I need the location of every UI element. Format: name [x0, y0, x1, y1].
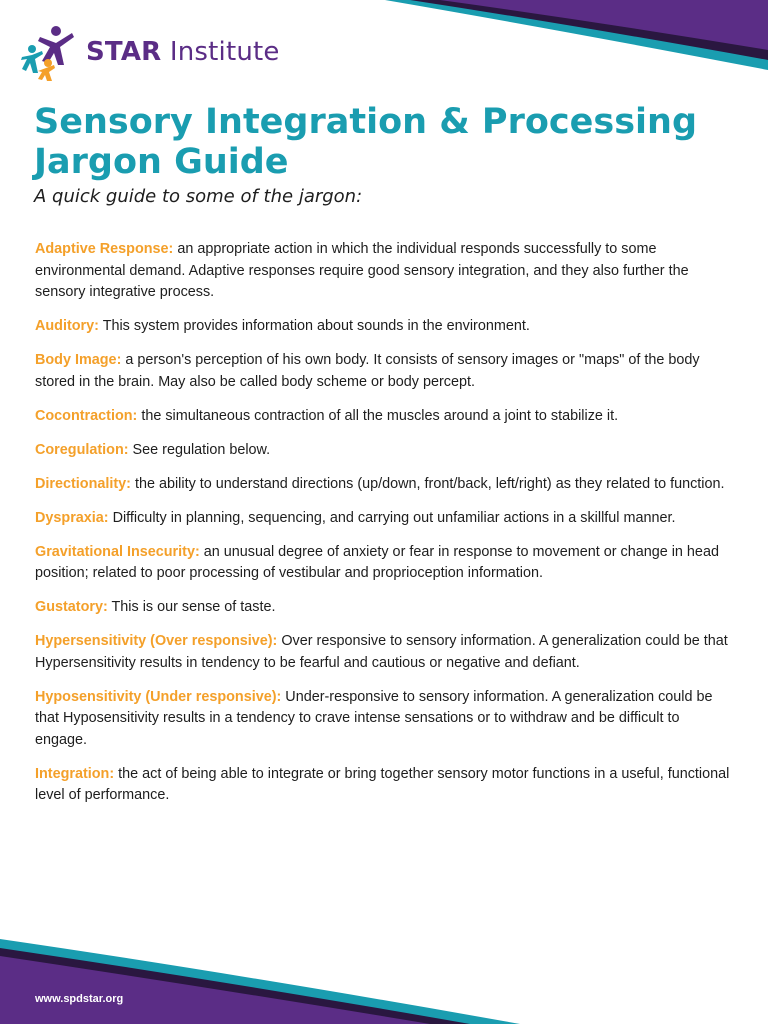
- glossary-term: Gravitational Insecurity:: [35, 543, 200, 560]
- glossary-term: Gustatory:: [35, 599, 108, 615]
- glossary-term: Coregulation:: [35, 441, 129, 458]
- page-subtitle: A quick guide to some of the jargon:: [34, 186, 363, 207]
- glossary-definition: the ability to understand directions (up/down, front/back, left/right) as they related to function.: [130, 475, 725, 492]
- glossary-item: [35, 239, 735, 304]
- page-title: Sensory Integration & Processing Jargon Guide: [34, 102, 698, 182]
- glossary-definition: a person's perception of his own body. It consists of sensory images or "maps" of the body stored in the brain. May also be called body scheme or body percept.: [35, 352, 700, 390]
- glossary-definition: This system provides information about sounds in the environment.: [98, 318, 530, 334]
- glossary-list: [35, 239, 735, 819]
- glossary-term: Integration:: [35, 765, 115, 782]
- glossary-definition: an appropriate action in which the individual responds successfully to some environmental demand. Adaptive responses require good sensory integration, and they also further the sensory integrative process.: [35, 241, 689, 300]
- glossary-item: [35, 406, 735, 428]
- logo-name-rest: Institute: [161, 37, 280, 67]
- glossary-item: [35, 764, 735, 807]
- glossary-item: [35, 597, 735, 619]
- star-institute-logo[interactable]: [20, 22, 280, 82]
- glossary-item: [35, 316, 735, 338]
- glossary-definition: an unusual degree of anxiety or fear in response to movement or change in head position; related to poor processing of vestibular and proprioception information.: [35, 543, 719, 581]
- glossary-item: [35, 687, 735, 752]
- glossary-item: [35, 508, 735, 530]
- glossary-term: Hypersensitivity (Over responsive):: [35, 633, 278, 649]
- glossary-term: Adaptive Response:: [35, 241, 174, 257]
- logo-name-bold: STAR: [86, 37, 162, 67]
- glossary-term: Directionality:: [35, 475, 131, 492]
- glossary-definition: Difficulty in planning, sequencing, and carrying out unfamiliar actions in a skillful manner.: [108, 509, 676, 526]
- glossary-item: [35, 474, 735, 496]
- glossary-term: Auditory:: [35, 318, 99, 334]
- glossary-item: [35, 542, 735, 585]
- glossary-term: Cocontraction:: [35, 407, 138, 424]
- bottom-swoosh-decoration: [0, 934, 768, 1024]
- glossary-definition: the act of being able to integrate or bring together sensory motor functions in a useful, functional level of performance.: [35, 765, 730, 803]
- glossary-term: Dyspraxia:: [35, 509, 109, 526]
- glossary-definition: Over responsive to sensory information. A generalization could be that Hypersensitivity results in tendency to be fearful and cautious or negative and defiant.: [35, 633, 728, 671]
- glossary-definition: Under-responsive to sensory information. A generalization could be that Hyposensitivity results in a tendency to crave intense sensations or to withdraw and be difficult to engage.: [35, 688, 713, 748]
- star-people-icon: [20, 23, 80, 81]
- glossary-term: Hyposensitivity (Under responsive):: [35, 688, 282, 705]
- glossary-item: [35, 631, 735, 674]
- glossary-item: [35, 350, 735, 393]
- glossary-definition: the simultaneous contraction of all the muscles around a joint to stabilize it.: [137, 407, 619, 424]
- website-link[interactable]: www.spdstar.org: [35, 993, 124, 1005]
- glossary-term: Body Image:: [35, 352, 122, 368]
- glossary-definition: See regulation below.: [128, 441, 271, 458]
- glossary-definition: This is our sense of taste.: [107, 599, 276, 615]
- logo-text: [86, 39, 280, 65]
- glossary-item: [35, 440, 735, 462]
